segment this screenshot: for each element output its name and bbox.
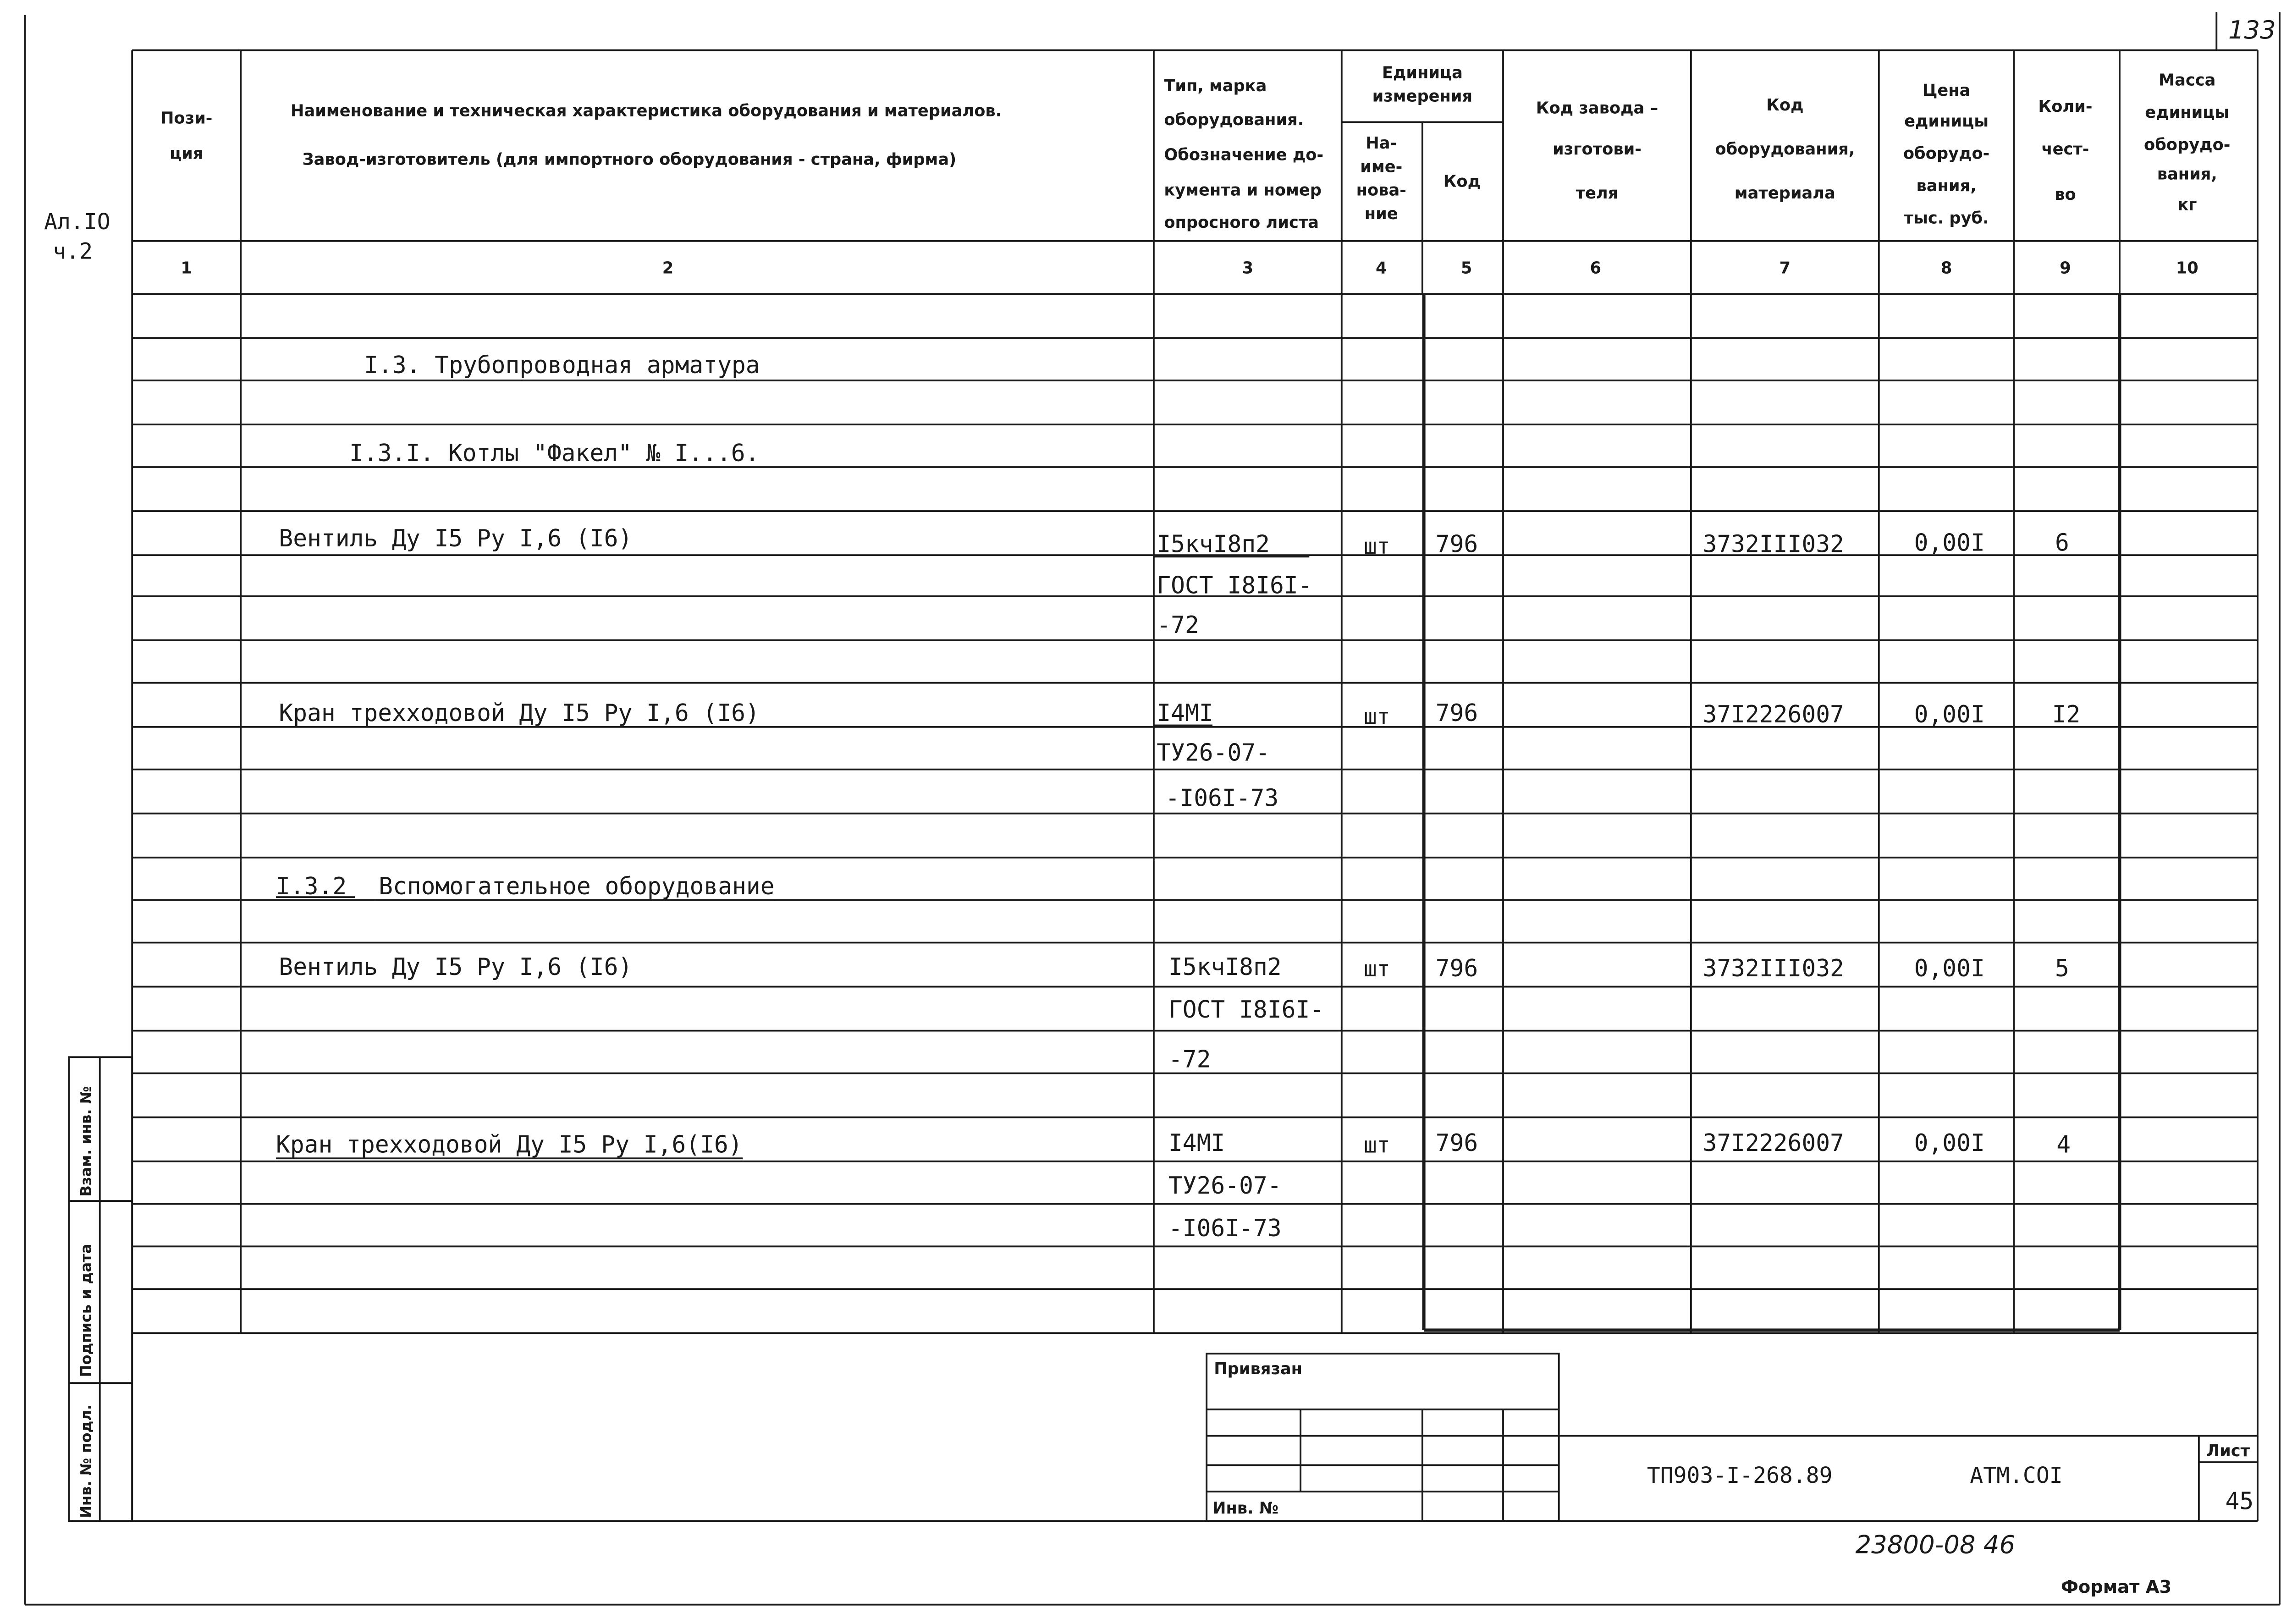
header-unit-code: Код	[1443, 172, 1481, 191]
item-name: Вентиль Ду I5 Ру I,6 (I6)	[279, 524, 633, 552]
item-unit: шт	[1363, 533, 1390, 559]
header-price: тыс. руб.	[1904, 209, 1989, 228]
header-unit-name: нова-	[1356, 181, 1406, 200]
item-quantity: 6	[2055, 529, 2069, 557]
header-price: Цена	[1922, 81, 1971, 100]
header-material-code: материала	[1734, 183, 1835, 203]
item-type: ТУ26-07-	[1157, 739, 1270, 767]
header-manufacturer: Завод-изготовитель (для импортного оборудования - страна, фирма)	[302, 150, 957, 169]
header-unit-name: На-	[1366, 134, 1397, 153]
document-code: ТП903-I-268.89	[1647, 1462, 1833, 1488]
header-type: оборудования.	[1164, 110, 1304, 129]
section-heading: I.3.I. Котлы "Факел" № I...6.	[349, 440, 760, 468]
header-factory-code: теля	[1576, 183, 1619, 203]
header-position: Пози-	[160, 109, 213, 128]
header-unit-name: ние	[1364, 204, 1398, 223]
section-heading: I.3.2	[276, 872, 347, 900]
item-price: 0,00I	[1914, 529, 1985, 557]
side-label-inventory: Инв. № подл.	[77, 1404, 95, 1518]
column-number: 9	[2060, 259, 2071, 278]
header-material-code: оборудования,	[1715, 139, 1855, 159]
column-number: 10	[2176, 259, 2198, 278]
header-type: опросного листа	[1164, 213, 1319, 232]
item-unit: шт	[1363, 704, 1390, 730]
sheet-label: Лист	[2206, 1442, 2250, 1461]
item-type: -I06I-73	[1165, 784, 1279, 812]
header-factory-code: изготови-	[1552, 139, 1642, 159]
side-label-replace: Взам. инв. №	[77, 1086, 95, 1197]
header-name: Наименование и техническая характеристика оборудования и материалов.	[291, 101, 1002, 121]
item-name: Кран трехходовой Ду I5 Ру I,6 (I6)	[279, 699, 760, 727]
header-position: ция	[169, 144, 204, 163]
item-material-code: 37I2226007	[1702, 1129, 1844, 1157]
header-type: Тип, марка	[1164, 77, 1267, 96]
item-type: ГОСТ I8I6I-	[1157, 572, 1312, 600]
left-note-album: Ал.IO	[44, 209, 110, 235]
header-mass: Масса	[2159, 71, 2216, 90]
header-unit-name: име-	[1360, 157, 1403, 176]
header-price: вания,	[1916, 176, 1977, 195]
item-type: I5кчI8п2	[1168, 953, 1282, 981]
stamp-inventory-label: Инв. №	[1212, 1499, 1279, 1518]
column-number: 7	[1779, 259, 1791, 278]
column-number: 6	[1590, 259, 1602, 278]
item-unit-code: 796	[1435, 1129, 1478, 1157]
item-unit: шт	[1363, 1132, 1390, 1158]
sheet-number: 45	[2225, 1487, 2254, 1515]
paper-format: Формат А3	[2061, 1577, 2172, 1598]
column-number: 1	[181, 259, 192, 278]
header-price: оборудо-	[1903, 144, 1990, 163]
column-number: 5	[1460, 259, 1472, 278]
column-number: 8	[1940, 259, 1952, 278]
item-unit-code: 796	[1435, 955, 1478, 983]
header-type: Обозначение до-	[1164, 145, 1324, 165]
page-number: 133	[2228, 15, 2276, 44]
item-material-code: 3732III032	[1702, 530, 1844, 558]
item-quantity: 4	[2056, 1131, 2071, 1159]
header-quantity: во	[2055, 185, 2076, 204]
sheet-code: АТМ.COI	[1970, 1462, 2063, 1488]
left-note-part: ч.2	[53, 238, 93, 264]
section-heading: Вспомогательное оборудование	[379, 872, 775, 900]
item-name: Вентиль Ду I5 Ру I,6 (I6)	[279, 953, 633, 981]
item-price: 0,00I	[1914, 701, 1985, 729]
stamp-linked-label: Привязан	[1214, 1359, 1303, 1378]
item-type: I4MI	[1157, 699, 1213, 727]
header-mass: вания,	[2157, 165, 2217, 184]
item-price: 0,00I	[1914, 1129, 1985, 1157]
item-type: ГОСТ I8I6I-	[1168, 996, 1324, 1024]
item-unit: шт	[1363, 956, 1390, 982]
item-material-code: 37I2226007	[1702, 701, 1844, 729]
item-material-code: 3732III032	[1702, 955, 1844, 983]
column-number: 4	[1375, 259, 1387, 278]
header-mass: оборудо-	[2144, 135, 2231, 154]
item-type: I4MI	[1168, 1129, 1225, 1157]
item-name: Кран трехходовой Ду I5 Ру I,6(I6)	[276, 1131, 743, 1159]
header-unit-group: Единица	[1382, 63, 1463, 83]
item-type: -I06I-73	[1168, 1214, 1282, 1242]
header-mass: единицы	[2145, 103, 2230, 122]
header-mass: кг	[2177, 195, 2197, 215]
header-material-code: Код	[1766, 95, 1804, 115]
item-unit-code: 796	[1435, 699, 1478, 727]
item-type: I5кчI8п2	[1157, 530, 1270, 558]
item-quantity: 5	[2055, 955, 2069, 983]
item-unit-code: 796	[1435, 530, 1478, 558]
column-number: 3	[1242, 259, 1254, 278]
header-factory-code: Код завода –	[1536, 99, 1658, 118]
item-type: -72	[1157, 611, 1199, 639]
column-number: 2	[662, 259, 674, 278]
section-heading: I.3. Трубопроводная арматура	[364, 352, 760, 380]
handwritten-note: 23800-08 46	[1855, 1530, 2016, 1559]
header-quantity: Коли-	[2038, 97, 2093, 116]
item-price: 0,00I	[1914, 955, 1985, 983]
header-quantity: чест-	[2041, 139, 2089, 159]
header-type: кумента и номер	[1164, 181, 1322, 200]
side-label-signature: Подпись и дата	[77, 1244, 95, 1377]
item-quantity: I2	[2052, 701, 2081, 729]
item-type: -72	[1168, 1046, 1211, 1073]
header-unit-group: измерения	[1372, 87, 1473, 106]
item-type: ТУ26-07-	[1168, 1172, 1282, 1200]
header-price: единицы	[1904, 112, 1989, 131]
